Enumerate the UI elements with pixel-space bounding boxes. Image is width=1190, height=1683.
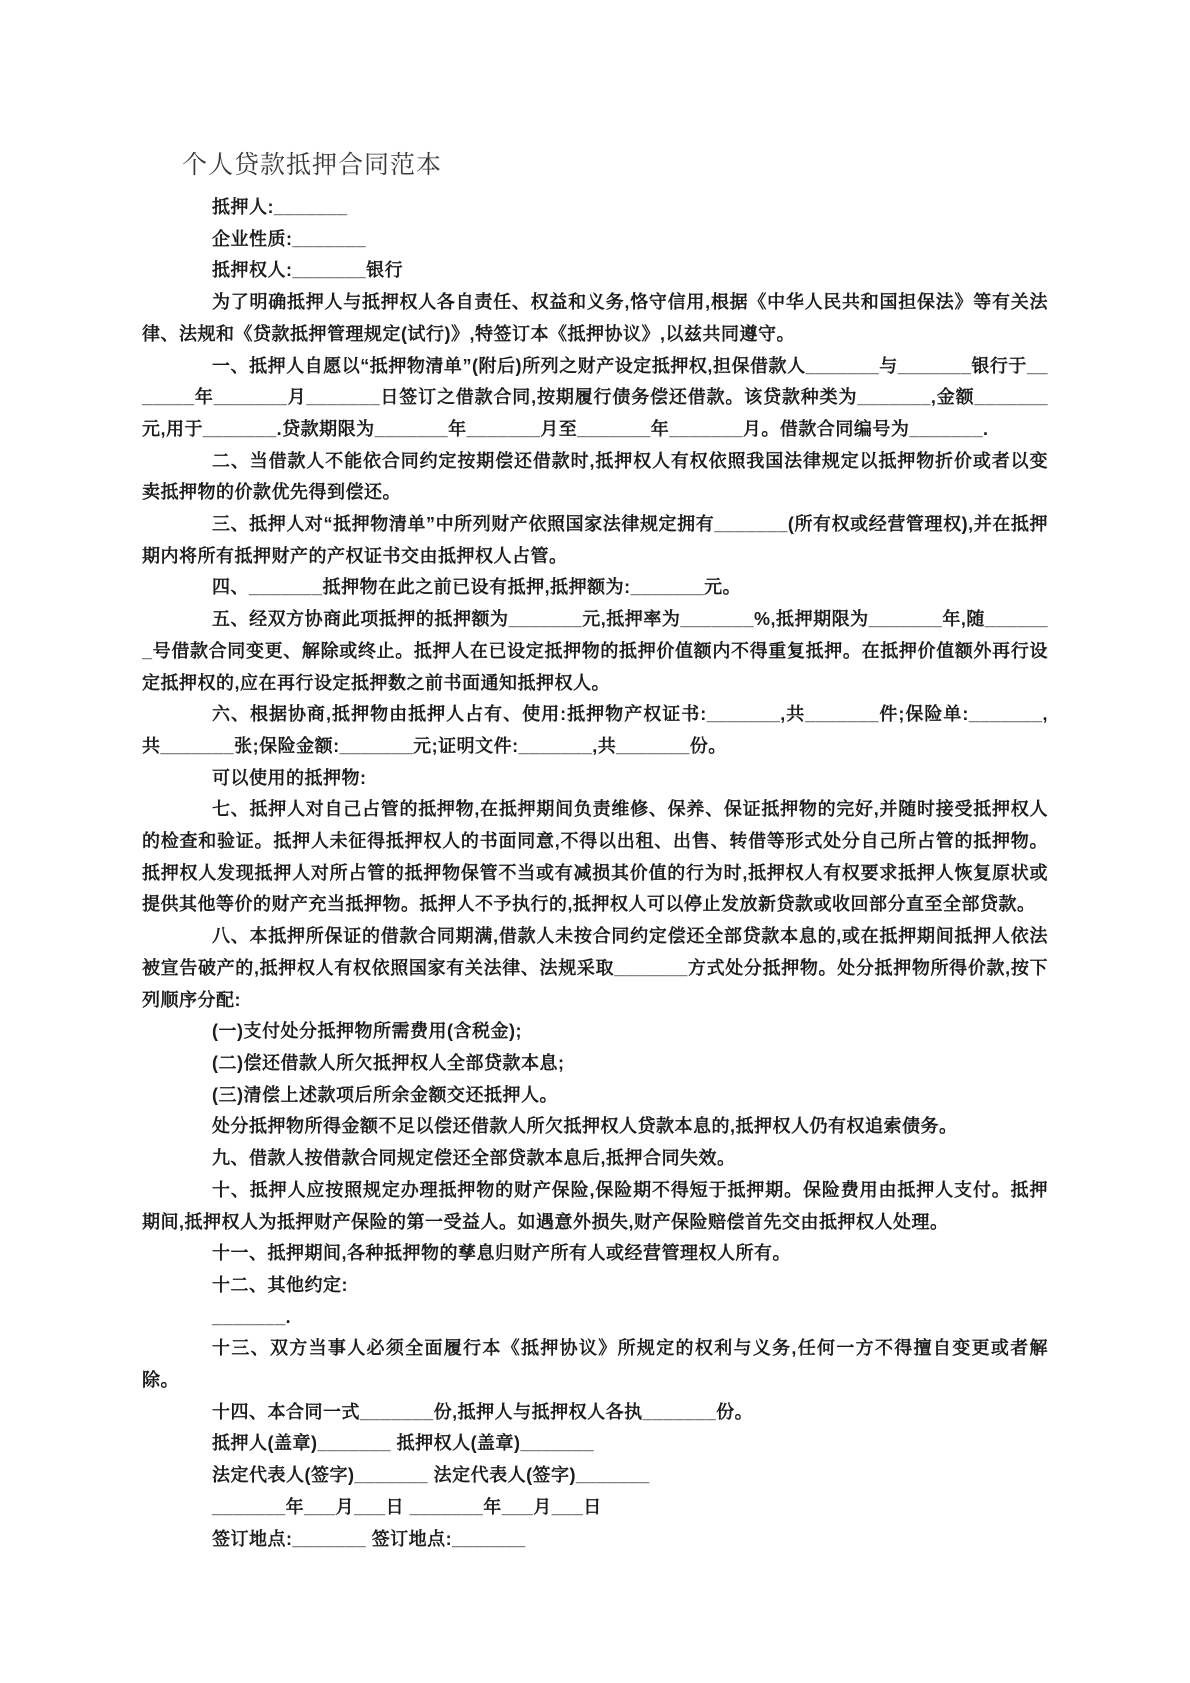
- clause-3: 三、抵押人对“抵押物清单”中所列财产依照国家法律规定拥有_______(所有权或经营管理权),并在抵押期内将所有抵押财产的产权证书交由抵押权人占管。: [142, 514, 1048, 566]
- legal-representative-line: 法定代表人(签字)_______ 法定代表人(签字)_______: [212, 1465, 650, 1486]
- enterprise-nature-line: 企业性质:_______: [212, 228, 367, 249]
- signing-place-line: 签订地点:_______ 签订地点:_______: [212, 1528, 526, 1549]
- clause-8-item-2: (二)偿还借款人所欠抵押权人全部贷款本息;: [212, 1052, 565, 1073]
- clause-2: 二、当借款人不能依合同约定按期偿还借款时,抵押权人有权依照我国法律规定以抵押物折价或者以变卖抵押物的价款优先得到偿还。: [142, 450, 1048, 503]
- clause-14: 十四、本合同一式_______份,抵押人与抵押权人各执_______份。: [212, 1401, 754, 1422]
- clause-1: 一、抵押人自愿以“抵押物清单”(附后)所列之财产设定抵押权,担保借款人_______与_______银行于_______年_______月_______日签订之借款合同,按期履行债务偿还借款。该贷款种类为_______,金额_______元,用于_______.贷款期限为_______年_______月至_______年_______月。借款合同编号为_______.: [142, 355, 1048, 439]
- clause-11: 十一、抵押期间,各种抵押物的孳息归财产所有人或经营管理权人所有。: [212, 1243, 791, 1264]
- clause-12-blank: _______.: [212, 1306, 292, 1327]
- seal-line: 抵押人(盖章)_______ 抵押权人(盖章)_______: [212, 1433, 595, 1454]
- preamble: 为了明确抵押人与抵押权人各自责任、权益和义务,恪守信用,根据《中华人民共和国担保法》等有关法律、法规和《贷款抵押管理规定(试行)》,特签订本《抵押协议》,以兹共同遵守。: [142, 292, 1048, 344]
- clause-8-note: 处分抵押物所得金额不足以偿还借款人所欠抵押权人贷款本息的,抵押权人仍有权追索债务。: [212, 1116, 958, 1137]
- clause-6: 六、根据协商,抵押物由抵押人占有、使用:抵押物产权证书:_______,共_______件;保险单:_______,共_______张;保险金额:_______元;证明文件:_______,共_______份。: [142, 704, 1048, 756]
- clause-12: 十二、其他约定:: [212, 1274, 348, 1295]
- mortgagee-line: 抵押权人:_______银行: [212, 260, 404, 281]
- clause-8-item-1: (一)支付处分抵押物所需费用(含税金);: [212, 1021, 522, 1042]
- date-line: _______年___月___日 _______年___月___日: [212, 1496, 602, 1517]
- clause-13: 十三、双方当事人必须全面履行本《抵押协议》所规定的权利与义务,任何一方不得擅自变更或者解除。: [142, 1338, 1048, 1391]
- page-title: 个人贷款抵押合同范本: [182, 152, 443, 179]
- clause-8: 八、本抵押所保证的借款合同期满,借款人未按合同约定偿还全部贷款本息的,或在抵押期间抵押人依法被宣告破产的,抵押权人有权依照国家有关法律、法规采取_______方式处分抵押物。处分抵押物所得价款,按下列顺序分配:: [142, 926, 1048, 1010]
- clause-8-item-3: (三)清偿上述款项后所余金额交还抵押人。: [212, 1084, 558, 1105]
- clause-5: 五、经双方协商此项抵押的抵押额为_______元,抵押率为_______%,抵押期限为_______年,随_______号借款合同变更、解除或终止。抵押人在已设定抵押物的抵押价值额内不得重复抵押。在抵押价值额外再行设定抵押权的,应在再行设定抵押数之前书面通知抵押权人。: [142, 609, 1048, 693]
- usable-collateral-line: 可以使用的抵押物:: [212, 767, 367, 788]
- clause-7: 七、抵押人对自己占管的抵押物,在抵押期间负责维修、保养、保证抵押物的完好,并随时接受抵押权人的检查和验证。抵押人未征得抵押权人的书面同意,不得以出租、出售、转借等形式处分自己所占管的抵押物。抵押权人发现抵押人对所占管的抵押物保管不当或有减损其价值的行为时,抵押权人有权要求抵押人恢复原状或提供其他等价的财产充当抵押物。抵押人不予执行的,抵押权人可以停止发放新贷款或收回部分直至全部贷款。: [142, 799, 1048, 915]
- clause-10: 十、抵押人应按照规定办理抵押物的财产保险,保险期不得短于抵押期。保险费用由抵押人支付。抵押期间,抵押权人为抵押财产保险的第一受益人。如遇意外损失,财产保险赔偿首先交由抵押权人处理。: [142, 1179, 1048, 1232]
- contract-body: [142, 192, 1048, 1555]
- clause-4: 四、_______抵押物在此之前已设有抵押,抵押额为:_______元。: [212, 577, 742, 598]
- clause-9: 九、借款人按借款合同规定偿还全部贷款本息后,抵押合同失效。: [212, 1148, 736, 1169]
- mortgagor-line: 抵押人:_______: [212, 197, 348, 217]
